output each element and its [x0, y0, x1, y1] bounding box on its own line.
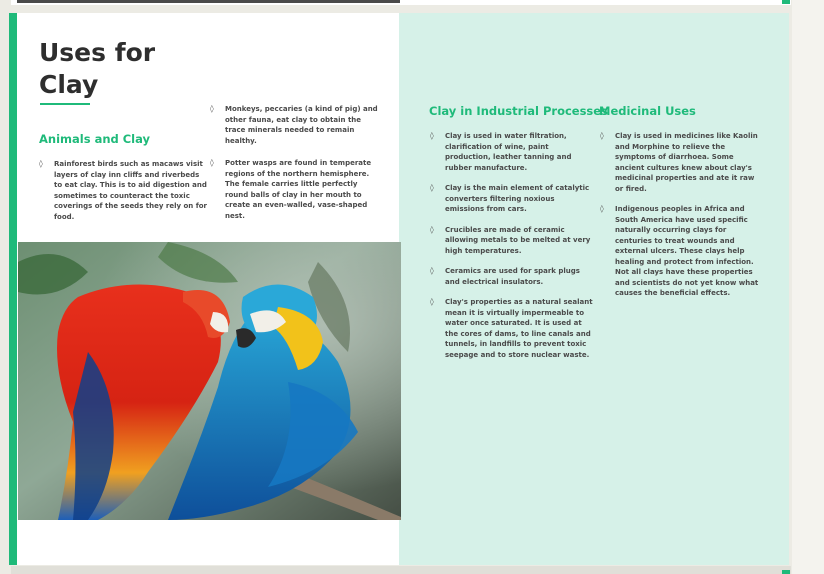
- list-item-text: Ceramics are used for spark plugs and electrical insulators.: [445, 267, 580, 286]
- diamond-bullet-icon: ◊: [600, 204, 604, 213]
- list-item-text: Crucibles are made of ceramic allowing metals to be melted at very high temperatures.: [445, 225, 591, 255]
- list-item: [39, 159, 209, 222]
- list-item: [430, 183, 594, 215]
- macaws-illustration: [18, 242, 401, 520]
- list-item: [430, 297, 594, 360]
- medicinal-heading: Medicinal Uses: [599, 104, 696, 118]
- industrial-list: [430, 131, 594, 360]
- previous-page-photo-edge: [17, 0, 400, 3]
- list-item: [210, 158, 378, 221]
- macaws-photo: [18, 242, 401, 520]
- animals-list-right: [210, 104, 378, 221]
- industrial-heading: Clay in Industrial Processes: [429, 104, 608, 118]
- document-page: [9, 13, 789, 565]
- previous-page-accent: [782, 0, 790, 4]
- accent-bar: [9, 13, 17, 565]
- diamond-bullet-icon: ◊: [210, 104, 214, 113]
- viewer-right-margin: [792, 0, 824, 574]
- diamond-bullet-icon: ◊: [430, 297, 434, 306]
- page-title-line: Clay: [39, 70, 99, 99]
- list-item-text: Monkeys, peccaries (a kind of pig) and other fauna, eat clay to obtain the trace minerals needed to remain healthy.: [225, 105, 378, 145]
- list-item: [600, 131, 763, 194]
- diamond-bullet-icon: ◊: [600, 131, 604, 140]
- list-item: [430, 225, 594, 257]
- list-item: [600, 204, 763, 299]
- medicinal-list: [600, 131, 763, 299]
- diamond-bullet-icon: ◊: [430, 224, 434, 234]
- list-item-text: Indigenous peoples in Africa and South America have used specific naturally occurring clays for centuries to treat wounds and external ulcers. These clays help healing and protect from infection. Not all clays have these properties and scientists do not yet know what causes the beneficial effects.: [615, 205, 759, 297]
- diamond-bullet-icon: ◊: [39, 159, 43, 168]
- list-item-text: Clay is the main element of catalytic converters filtering noxious emissions from cars.: [445, 184, 590, 213]
- animals-heading: Animals and Clay: [39, 132, 151, 146]
- title-underline: [40, 103, 90, 105]
- list-item-text: Clay's properties as a natural sealant mean it is virtually impermeable to water once saturated. It is used at the cores of dams, to line canals and tunnels, in landfills to prevent toxic seepage and to store nuclear waste.: [445, 298, 593, 359]
- animals-list-left: [39, 159, 209, 222]
- list-item-text: Clay is used in medicines like Kaolin and Morphine to relieve the symptoms of diarrhoea. Some ancient cultures knew about clay's medicinal properties and ate it raw or fired.: [615, 132, 758, 193]
- list-item: [430, 131, 594, 173]
- page-title-line: Uses for: [39, 38, 156, 67]
- next-page-edge: [11, 566, 791, 574]
- diamond-bullet-icon: ◊: [430, 183, 434, 192]
- diamond-bullet-icon: ◊: [210, 158, 214, 167]
- list-item: [210, 104, 378, 146]
- list-item-text: Potter wasps are found in temperate regions of the northern hemisphere. The female carries little perfectly round balls of clay in her mouth to create an even-walled, vase-shaped nest.: [225, 159, 372, 220]
- next-page-accent: [782, 570, 790, 574]
- page-title: [39, 37, 155, 101]
- diamond-bullet-icon: ◊: [430, 266, 434, 275]
- diamond-bullet-icon: ◊: [430, 131, 434, 140]
- list-item: [430, 266, 594, 287]
- list-item-text: Clay is used in water filtration, clarification of wine, paint production, leather tanning and rubber manufacture.: [445, 132, 572, 172]
- list-item-text: Rainforest birds such as macaws visit layers of clay inn cliffs and riverbeds to eat clay. This is to aid digestion and sometimes to counteract the toxic coverings of the seeds they rely on for food.: [54, 160, 208, 221]
